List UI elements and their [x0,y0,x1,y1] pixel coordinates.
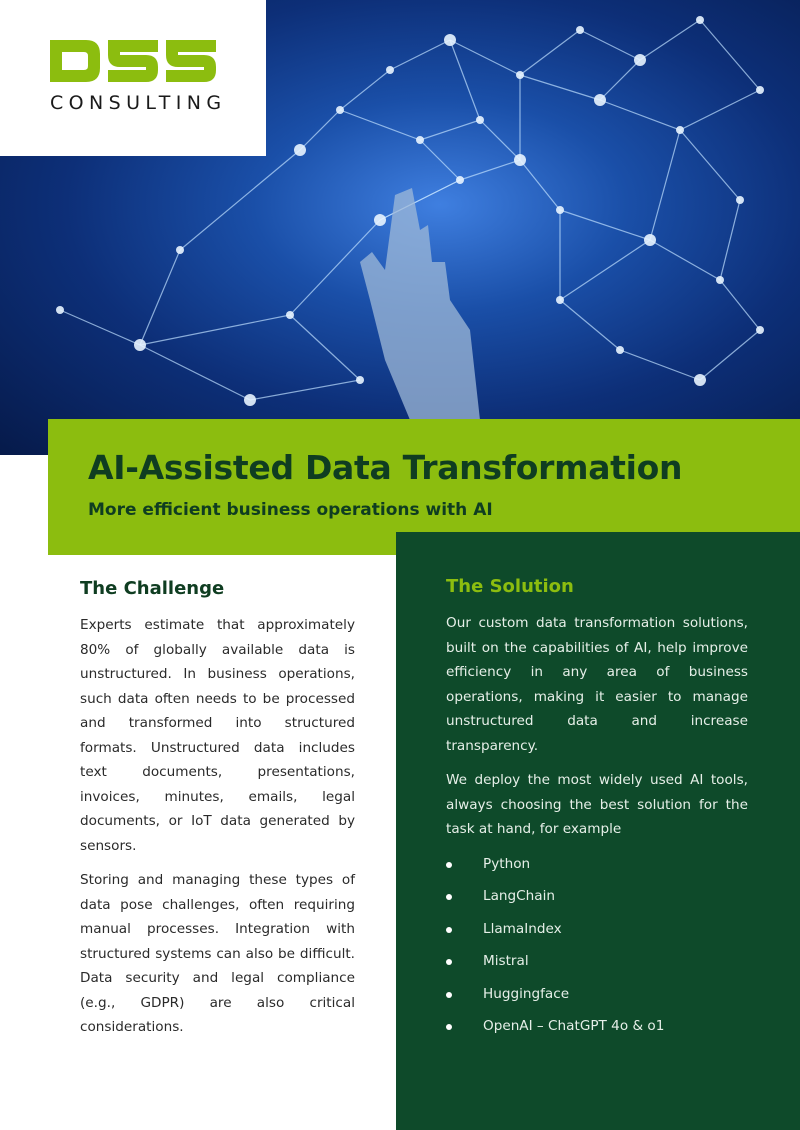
tool-label: Mistral [483,953,529,970]
network-link [700,20,760,90]
network-link [450,40,480,120]
network-node [374,214,386,226]
logo [0,0,266,156]
network-link [560,210,650,240]
network-node [594,94,606,106]
bullet-icon [446,959,452,965]
challenge-section [80,578,355,1050]
network-node [556,296,564,304]
network-node [694,374,706,386]
network-link [720,280,760,330]
network-link [300,110,340,150]
network-link [650,130,680,240]
list-item [446,949,748,982]
network-link [560,240,650,300]
network-link [650,240,720,280]
network-node [386,66,394,74]
challenge-paragraph: Storing and managing these types of data pose challenges, often requiring manual processes. Integration with structured systems can also be difficult. Data security and legal compliance (e.g., GDPR) are also critical considerations. [80,872,355,1035]
network-link [620,350,700,380]
network-link [700,330,760,380]
tool-label: LlamaIndex [483,920,562,937]
list-item [446,884,748,917]
network-link [640,20,700,60]
challenge-paragraph: Experts estimate that approximately 80% of globally available data is unstructured. In business operations, such data often needs to be processed and transformed into structured formats. Unstructured data includes text documents, presentations, invoices, minutes, emails, legal documents, or IoT data generated by sensors. [80,617,355,854]
tool-label: LangChain [483,888,555,905]
network-node [616,346,624,354]
network-link [580,30,640,60]
network-link [600,60,640,100]
network-node [134,339,146,351]
network-link [560,300,620,350]
network-link [450,40,520,75]
network-link [420,120,480,140]
page-title: AI-Assisted Data Transformation [88,448,683,487]
network-link [420,140,460,180]
network-link [680,130,740,200]
network-node [294,144,306,156]
tool-label: OpenAI – ChatGPT 4o & o1 [483,1018,665,1035]
network-node [336,106,344,114]
network-node [696,16,704,24]
network-link [60,310,140,345]
solution-paragraph: We deploy the most widely used AI tools, always choosing the best solution for the task at hand, for example [446,772,748,837]
network-node [456,176,464,184]
list-item [446,1014,748,1047]
network-link [290,315,360,380]
network-node [56,306,64,314]
network-node [476,116,484,124]
network-node [176,246,184,254]
network-node [634,54,646,66]
network-node [356,376,364,384]
network-node [756,86,764,94]
network-node [756,326,764,334]
solution-paragraph: Our custom data transformation solutions, built on the capabilities of AI, help improve efficiency in any area of business operations, making it easier to manage unstructured data and increase transparency. [446,615,748,754]
network-link [520,30,580,75]
network-node [736,196,744,204]
network-link [140,345,250,400]
network-link [720,200,740,280]
network-node [516,71,524,79]
network-node [716,276,724,284]
network-link [140,315,290,345]
network-link [520,160,560,210]
network-link [340,70,390,110]
bullet-icon [446,862,452,868]
network-link [460,160,520,180]
network-node [286,311,294,319]
tool-label: Huggingface [483,985,570,1002]
list-item [446,982,748,1015]
network-link [140,250,180,345]
network-node [576,26,584,34]
network-node [444,34,456,46]
logo-subtitle: CONSULTING [50,92,227,114]
network-link [380,180,460,220]
network-node [676,126,684,134]
network-node [244,394,256,406]
tool-list [446,852,748,1048]
network-link [600,100,680,130]
network-link [340,110,420,140]
network-link [250,380,360,400]
network-link [480,120,520,160]
network-node [514,154,526,166]
list-item [446,852,748,885]
list-item [446,917,748,950]
network-link [520,75,600,100]
page-subtitle: More efficient business operations with AI [88,500,493,520]
network-link [180,150,300,250]
bullet-icon [446,927,452,933]
bullet-icon [446,992,452,998]
solution-heading: The Solution [446,576,574,597]
tool-label: Python [483,855,531,872]
logo-mark-icon [50,40,220,84]
network-node [416,136,424,144]
challenge-heading: The Challenge [80,578,225,599]
network-link [680,90,760,130]
bullet-icon [446,894,452,900]
network-node [556,206,564,214]
solution-section [446,576,748,1047]
bullet-icon [446,1024,452,1030]
network-node [644,234,656,246]
network-link [390,40,450,70]
